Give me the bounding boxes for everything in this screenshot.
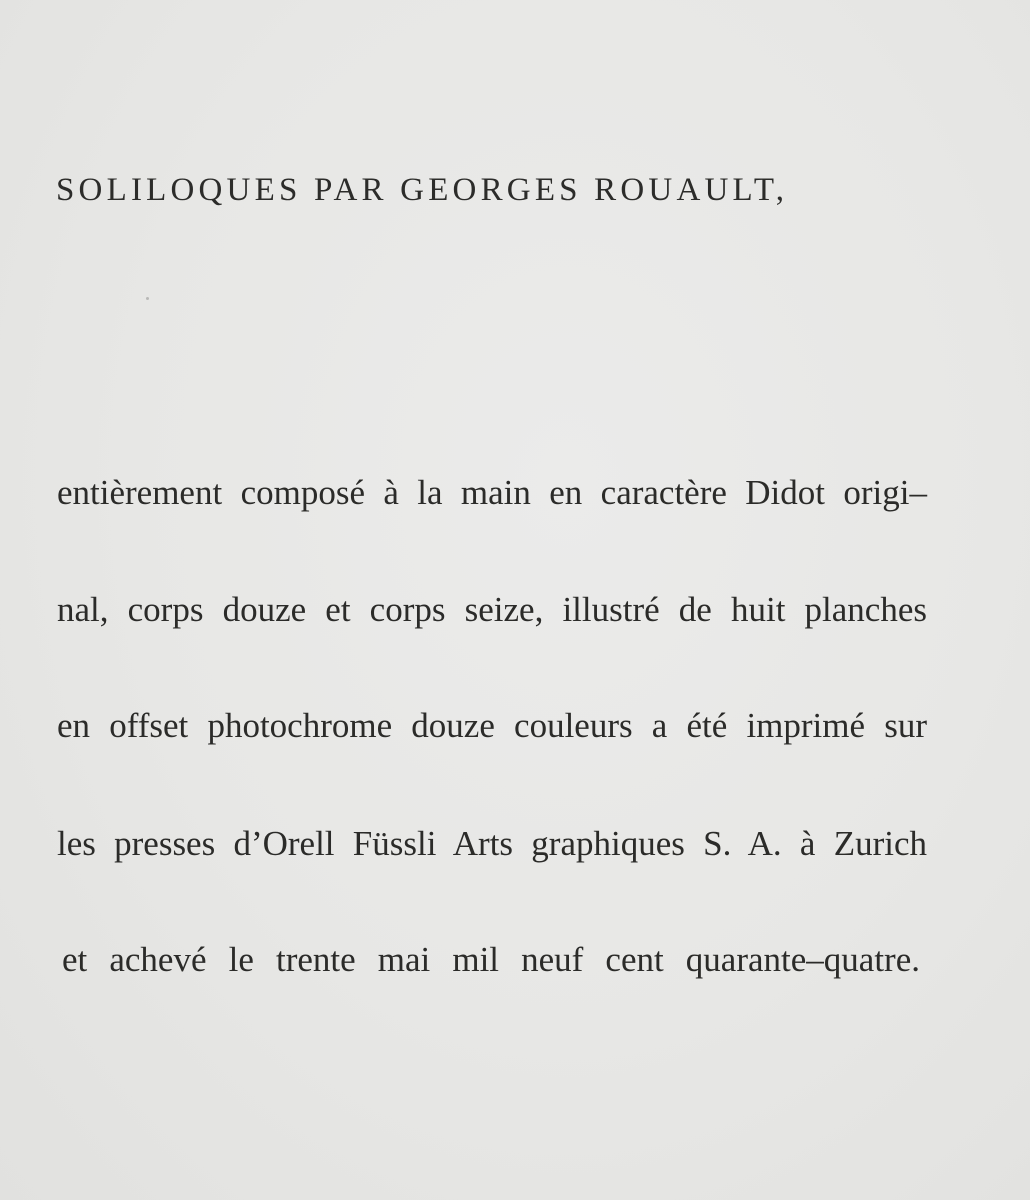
page-title: SOLILOQUES PAR GEORGES ROUAULT, xyxy=(56,172,789,208)
colophon-line-3: en offset photochrome douze couleurs a été imprimé sur xyxy=(57,706,927,745)
colophon-line-5: et achevé le trente mai mil neuf cent quarante–quatre. xyxy=(62,940,920,979)
colophon-line-1: entièrement composé à la main en caractère Didot origi– xyxy=(57,473,927,512)
colophon-line-2: nal, corps douze et corps seize, illustré de huit planches xyxy=(57,590,927,629)
paper-speck xyxy=(146,297,149,300)
colophon-line-4: les presses d’Orell Füssli Arts graphiques S. A. à Zurich xyxy=(57,824,927,863)
